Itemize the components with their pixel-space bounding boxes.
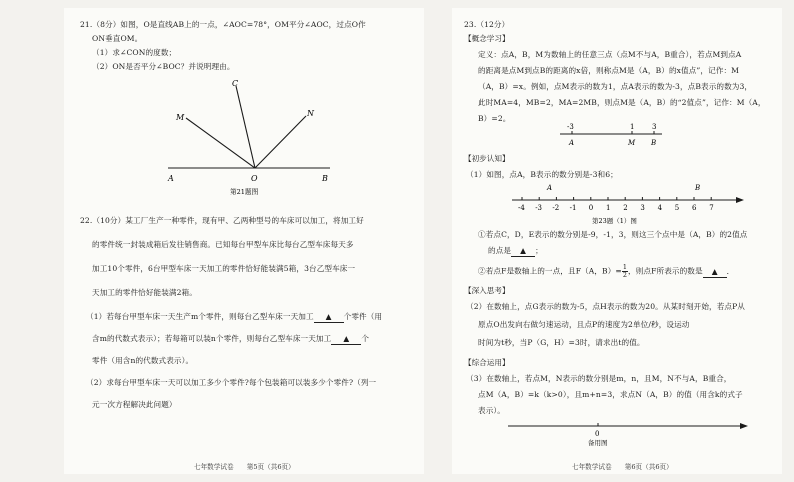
axis-tick-label: 5 bbox=[674, 204, 680, 212]
q21-stem: 21.（8分）如图，O是直线AB上的一点，∠AOC=78°，OM平分∠AOC，过点O作 bbox=[80, 20, 366, 29]
answer-blank bbox=[703, 267, 727, 278]
label-n: N bbox=[307, 109, 314, 118]
page-footer-5: 七年数学试卷 第5页（共6页） bbox=[194, 463, 295, 471]
q23-part2-line1: （2）在数轴上，点G表示的数为-5，点H表示的数为20。从某时刻开始，若点P从 bbox=[466, 302, 745, 311]
label-m: M bbox=[176, 113, 185, 122]
axis-tick-label: 7 bbox=[709, 204, 714, 212]
axis-tick-label: 4 bbox=[657, 204, 663, 212]
section-comprehensive-application: 【综合运用】 bbox=[464, 358, 510, 367]
label-c: C bbox=[232, 79, 239, 88]
blank-marker: ▲ bbox=[520, 246, 527, 255]
spare-number-line bbox=[502, 412, 752, 448]
fraction-numerator: 1 bbox=[622, 263, 628, 271]
q22-part1-line2 bbox=[92, 334, 369, 345]
q23-part1-sub1-text: 的点是 bbox=[488, 246, 512, 255]
blank-marker: ▲ bbox=[343, 334, 350, 343]
blank-marker: ▲ bbox=[711, 266, 718, 276]
answer-blank bbox=[314, 312, 344, 323]
page-footer-6: 七年数学试卷 第6页（共6页） bbox=[572, 463, 673, 471]
blank-marker: ▲ bbox=[325, 312, 332, 321]
q23-part1-intro: （1）如图，点A，B表示的数分别是-3和6； bbox=[466, 170, 618, 179]
spare-axis-zero: 0 bbox=[595, 430, 600, 438]
q21-angle-figure bbox=[160, 78, 340, 198]
q22-stem-line3: 加工10个零件，6台甲型车床一天加工的零件恰好能装满5箱，3台乙型车床一 bbox=[92, 264, 356, 273]
q23-part3-line1: （3）在数轴上，若点M，N表示的数分别是m，n，且M，N不与A，B重合， bbox=[466, 374, 732, 383]
axis-tick-label: -4 bbox=[518, 204, 525, 212]
axis-tick-label: -3 bbox=[535, 204, 543, 212]
example-point-m: M bbox=[628, 139, 636, 147]
example-point-a: A bbox=[569, 139, 575, 147]
example-point-b: B bbox=[651, 139, 657, 147]
axis-tick-label: 1 bbox=[606, 204, 611, 212]
example-tick-1: 1 bbox=[630, 123, 635, 131]
q23-part2-line2: 原点O出发向右做匀速运动，且点P的速度为2单位/秒，设运动 bbox=[478, 320, 690, 329]
q23-part3-line2: 点M（A，B）=k（k>0），且m+n=3，求点N（A，B）的值（用含k的式子 bbox=[478, 390, 743, 399]
section-deep-thinking: 【深入思考】 bbox=[464, 286, 510, 295]
fraction-denominator: 2 bbox=[622, 271, 628, 279]
q23-def-line4: 此时MA=4，MB=2，MA=2MB，则点M是（A，B）的“2值点”，记作：M（A， bbox=[478, 98, 766, 107]
axis-point-a: A bbox=[547, 184, 553, 192]
label-b: B bbox=[322, 174, 328, 183]
q23-part1-sub2-text: ②若点F是数轴上的一点，且F（A，B）= bbox=[478, 266, 622, 276]
q23-part3-line3: 表示）。 bbox=[478, 406, 505, 415]
q23-part2-line3: 时间为t秒，当P（G，H）=3时，请求出t的值。 bbox=[478, 338, 645, 347]
q21-figure-caption: 第21题图 bbox=[230, 188, 259, 196]
q23-part1-sub2-text-b: ，则点F所表示的数是 bbox=[628, 266, 703, 276]
q22-part1-line1 bbox=[86, 312, 382, 323]
exam-page-6 bbox=[452, 8, 782, 474]
axis-tick-label: 6 bbox=[692, 204, 697, 212]
q23-def-line5: B）=2。 bbox=[478, 114, 511, 123]
q22-part1-text-b: 个零件（用 bbox=[343, 312, 383, 321]
example-tick-3: 3 bbox=[652, 123, 657, 131]
q21-stem-cont: ON垂直OM。 bbox=[92, 34, 143, 43]
q23-def-line1: 定义：点A，B，M为数轴上的任意三点（点M不与A，B重合），若点M到点A bbox=[478, 50, 742, 59]
axis-tick-label: 3 bbox=[640, 204, 645, 212]
example-tick-neg3: -3 bbox=[567, 123, 574, 131]
q21-part1: （1）求∠CON的度数； bbox=[92, 48, 177, 57]
q22-part1-text-d: 个 bbox=[361, 334, 370, 343]
section-concept-learning: 【概念学习】 bbox=[464, 34, 510, 43]
q23-part1-sub1-cont: 的点是 ▲ ； bbox=[488, 246, 543, 255]
q22-part1-line3: 零件（用含n的代数式表示）。 bbox=[92, 356, 194, 365]
q23-part1-sub1: ①若点C，D，E表示的数分别是-9，-1，3，则这三个点中是（A，B）的2值点 bbox=[478, 230, 748, 239]
answer-blank bbox=[511, 246, 535, 257]
axis-point-b: B bbox=[695, 184, 701, 192]
label-a: A bbox=[168, 174, 174, 183]
q21-part2: （2）ON是否平分∠BOC？并说明理由。 bbox=[92, 62, 235, 71]
axis-tick-label: 0 bbox=[588, 204, 594, 212]
q23-part1-sub2: ②若点F是数轴上的一点，且F（A，B）= $\frac{1}{2}$ ，则点F所表示的数是 ▲ ． bbox=[478, 263, 735, 279]
q23-def-line3: （A，B）=x。例如，点M表示的数为1，点A表示的数为-3，点B表示的数为3， bbox=[478, 82, 753, 91]
q22-part2: （2）求每台甲型车床一天可以加工多少个零件?每个包装箱可以装多少个零件?（列一 bbox=[86, 378, 377, 387]
q22-part1-text-a: （1）若每台甲型车床一天生产m个零件，则每台乙型车床一天加工 bbox=[86, 312, 314, 321]
spare-axis-caption: 备用图 bbox=[588, 439, 608, 447]
axis-tick-label: -2 bbox=[552, 204, 560, 212]
axis-tick-label: -1 bbox=[569, 204, 577, 212]
q22-part2-cont: 元一次方程解决此问题） bbox=[92, 400, 177, 409]
axis-tick-label: 2 bbox=[623, 204, 628, 212]
q23-number-line bbox=[508, 180, 748, 226]
example-number-line bbox=[552, 120, 672, 150]
exam-page-5 bbox=[64, 8, 424, 474]
q23-def-line2: 的距离是点M到点B的距离的x倍，则称点M是（A，B）的x值点”，记作：M bbox=[478, 66, 740, 75]
section-initial-understanding: 【初步认知】 bbox=[464, 154, 510, 163]
q22-part1-text-c: 含m的代数式表示）；若每箱可以装n个零件，则每台乙型车床一天加工 bbox=[92, 334, 332, 343]
ray-on bbox=[255, 116, 306, 168]
q22-stem-line2: 的零件统一封装成箱后发往销售商。已知每台甲型车床比每台乙型车床每天多 bbox=[92, 240, 354, 249]
q23-figure-caption: 第23题（1）图 bbox=[592, 217, 637, 225]
q22-stem-line4: 天加工的零件恰好能装满2箱。 bbox=[92, 288, 197, 297]
answer-blank bbox=[331, 334, 361, 345]
q22-stem: 22.（10分）某工厂生产一种零件，现有甲、乙两种型号的车床可以加工，将加工好 bbox=[80, 216, 364, 225]
label-o: O bbox=[251, 174, 258, 183]
q23-title: 23.（12分） bbox=[464, 20, 510, 29]
